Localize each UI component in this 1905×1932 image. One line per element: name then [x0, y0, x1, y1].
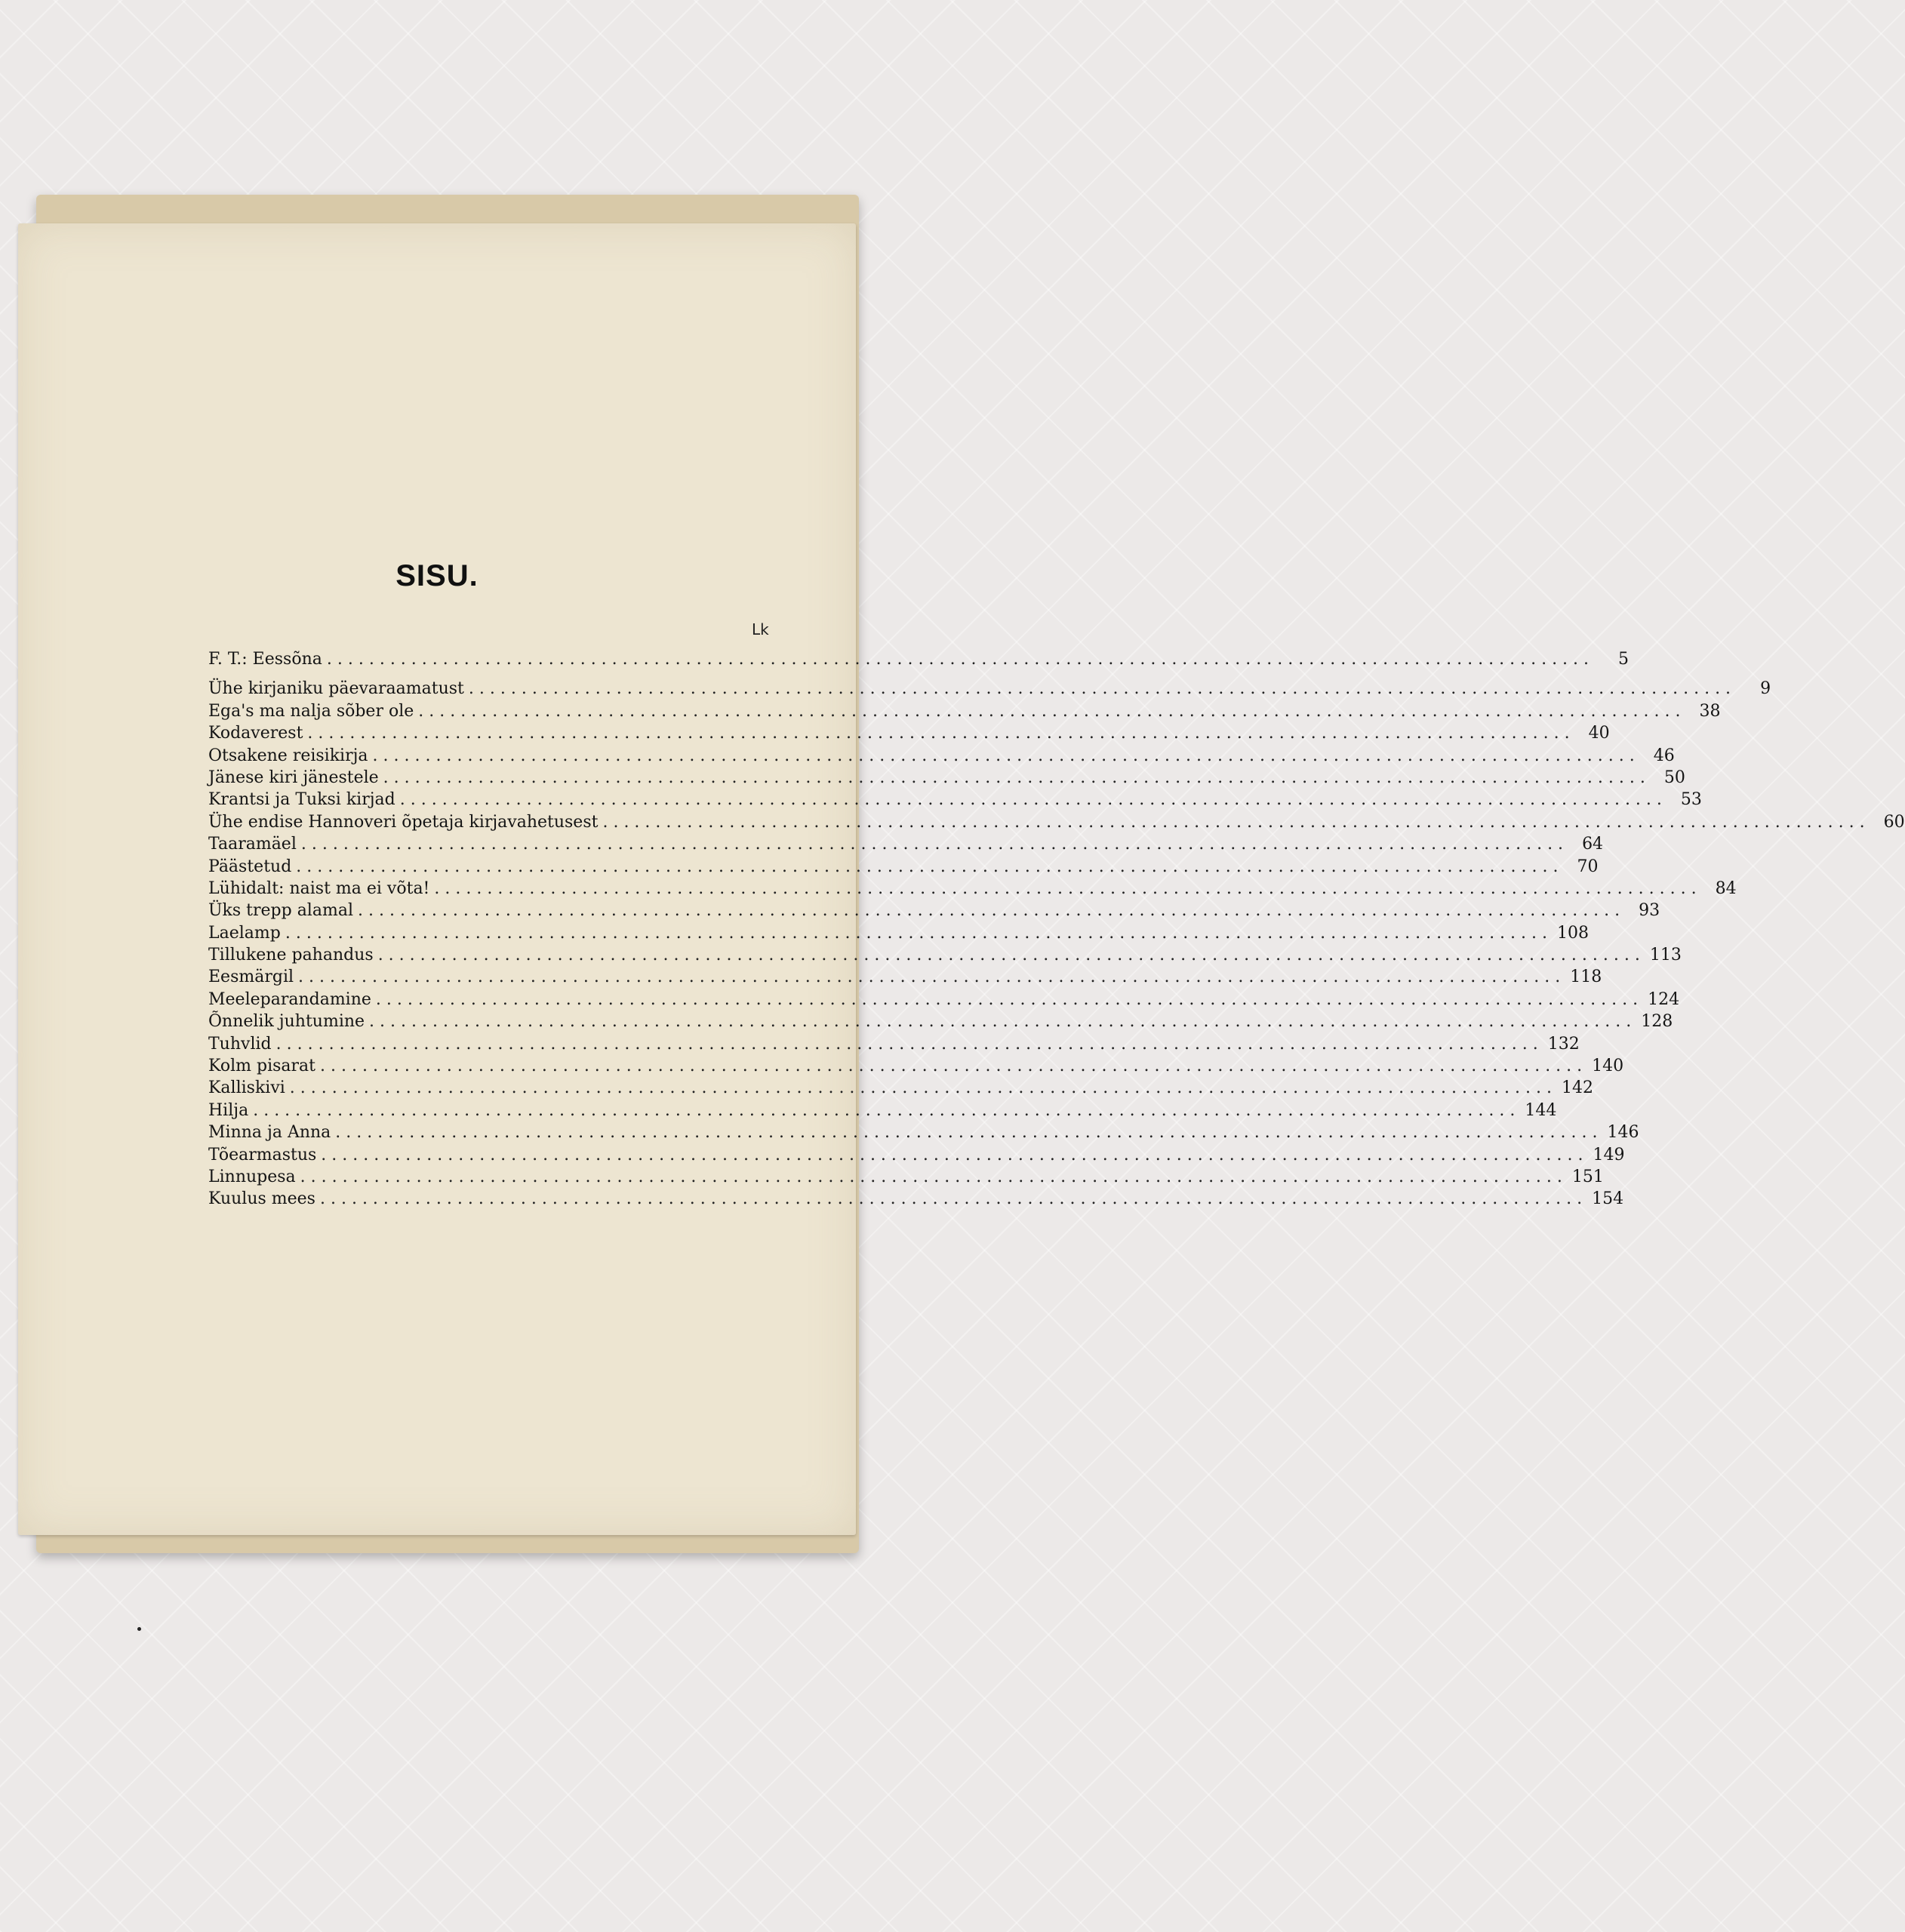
toc-entry-page: 60	[1883, 812, 1905, 832]
toc-dot-leader: ........................................................................................................................	[275, 1034, 1543, 1054]
toc-entry-title: Lühidalt: naist ma ei võta!	[208, 878, 430, 898]
toc-dot-leader: ........................................................................................................................	[602, 812, 1870, 832]
toc-entry	[208, 1189, 1624, 1211]
toc-dot-leader: ........................................................................................................................	[468, 679, 1737, 699]
toc-entry-page: 53	[1680, 790, 1702, 810]
toc-dot-leader: ........................................................................................................................	[296, 857, 1564, 876]
toc-entry-page: 128	[1641, 1012, 1673, 1032]
toc-dot-leader: ........................................................................................................................	[383, 768, 1651, 787]
toc-dot-leader: ........................................................................................................................	[321, 1145, 1589, 1164]
toc-dot-leader: ........................................................................................................................	[289, 1078, 1557, 1098]
toc-dot-leader: ........................................................................................................................	[434, 878, 1702, 898]
toc-dot-leader: ........................................................................................................................	[298, 968, 1566, 987]
toc-entry	[208, 1057, 1624, 1078]
toc-entry	[208, 1012, 1673, 1034]
toc-entry-title: Tõearmastus	[208, 1145, 317, 1164]
toc-entry	[208, 901, 1660, 923]
toc-entry	[208, 968, 1602, 989]
toc-dot-leader: ........................................................................................................................	[253, 1100, 1521, 1120]
toc-entry-page: 142	[1561, 1078, 1593, 1098]
toc-entry	[208, 989, 1680, 1012]
toc-entry-page: 50	[1663, 768, 1685, 787]
toc-entry-title: Eesmärgil	[208, 968, 294, 987]
toc-entry-title: Meeleparandamine	[208, 989, 371, 1009]
toc-dot-leader: ........................................................................................................................	[300, 835, 1569, 854]
toc-entry-page: 84	[1715, 878, 1737, 898]
toc-entry-title: Hilja	[208, 1100, 249, 1120]
toc-entry-title: Kalliskivi	[208, 1078, 285, 1098]
toc-dot-leader: ........................................................................................................................	[285, 923, 1553, 943]
toc-dot-leader: ........................................................................................................................	[372, 746, 1640, 765]
toc-entry-title: Kodaverest	[208, 724, 303, 743]
toc-entry-page: 64	[1582, 835, 1604, 854]
toc-dot-leader: ........................................................................................................................	[326, 650, 1595, 669]
toc-entry-page: 144	[1525, 1100, 1557, 1120]
toc-dot-leader: ........................................................................................................................	[319, 1057, 1588, 1076]
toc-entry	[208, 946, 1682, 968]
toc-dot-leader: ........................................................................................................................	[300, 1167, 1568, 1186]
toc-entry-page: 118	[1570, 968, 1602, 987]
toc-entry-page: 124	[1648, 989, 1680, 1009]
toc-entry-page: 132	[1547, 1034, 1580, 1054]
toc-entry-title: Ühe endise Hannoveri õpetaja kirjavahetusest	[208, 812, 599, 832]
toc-entry	[208, 1167, 1604, 1189]
toc-entry-title: Ühe kirjaniku päevaraamatust	[208, 679, 464, 699]
toc-dot-leader: ........................................................................................................................	[335, 1123, 1603, 1143]
toc-dot-leader: ........................................................................................................................	[357, 901, 1626, 921]
toc-entry	[208, 923, 1590, 946]
ink-dot	[137, 1627, 141, 1631]
toc-dot-leader: ........................................................................................................................	[375, 989, 1644, 1009]
toc-entry	[208, 1078, 1593, 1100]
toc-dot-leader: ........................................................................................................................	[307, 724, 1575, 743]
toc-entry-title: Jänese kiri jänestele	[208, 768, 379, 787]
toc-entry-page: 108	[1557, 923, 1590, 943]
toc-entry-title: Taaramäel	[208, 835, 297, 854]
toc-entry	[208, 650, 1630, 672]
toc-entry-page: 93	[1639, 901, 1660, 921]
toc-entry-title: F. T.: Eessõna	[208, 650, 322, 669]
toc-entry-title: Laelamp	[208, 923, 281, 943]
toc-entry	[208, 701, 1721, 724]
toc-entry-page: 113	[1649, 946, 1682, 965]
page-column-label: Lk	[752, 620, 769, 638]
toc-entry-title: Päästetud	[208, 857, 292, 876]
toc-dot-leader: ........................................................................................................................	[377, 946, 1645, 965]
toc-entry-title: Tillukene pahandus	[208, 946, 374, 965]
toc-entry-page: 40	[1588, 724, 1610, 743]
toc-entry-page: 5	[1618, 650, 1630, 669]
toc-entry-title: Minna ja Anna	[208, 1123, 331, 1143]
toc-entry	[208, 812, 1905, 835]
toc-entry	[208, 1145, 1625, 1168]
toc-entry	[208, 1123, 1639, 1145]
toc-entry-page: 38	[1699, 701, 1721, 721]
toc-entry-title: Õnnelik juhtumine	[208, 1012, 365, 1032]
table-of-contents	[208, 650, 1905, 1212]
toc-dot-leader: ........................................................................................................................	[399, 790, 1667, 810]
toc-entry	[208, 746, 1675, 768]
toc-entry-title: Krantsi ja Tuksi kirjad	[208, 790, 395, 810]
toc-entry-title: Üks trepp alamal	[208, 901, 353, 921]
toc-entry-page: 146	[1607, 1123, 1639, 1143]
toc-entry-title: Kolm pisarat	[208, 1057, 315, 1076]
toc-entry-title: Linnupesa	[208, 1167, 296, 1186]
toc-entry-title: Kuulus mees	[208, 1189, 315, 1209]
toc-entry	[208, 857, 1599, 879]
toc-entry-page: 70	[1577, 857, 1599, 876]
toc-entry-title: Ega's ma nalja sõber ole	[208, 701, 414, 721]
toc-dot-leader: ........................................................................................................................	[418, 701, 1686, 721]
toc-entry	[208, 835, 1604, 857]
toc-entry	[208, 790, 1702, 812]
toc-entry-page: 151	[1571, 1167, 1604, 1186]
book-page	[18, 223, 1905, 1535]
toc-entry-page: 154	[1592, 1189, 1624, 1209]
toc-entry	[208, 724, 1610, 746]
toc-entry	[208, 1100, 1557, 1123]
toc-dot-leader: ........................................................................................................................	[319, 1189, 1588, 1209]
toc-entry	[208, 768, 1685, 790]
toc-entry	[208, 878, 1737, 901]
toc-entry	[208, 679, 1771, 701]
toc-entry	[208, 1034, 1580, 1057]
toc-entry-page: 140	[1592, 1057, 1624, 1076]
page-title: SISU.	[395, 559, 479, 592]
toc-entry-title: Tuhvlid	[208, 1034, 272, 1054]
toc-entry-page: 149	[1593, 1145, 1625, 1164]
toc-entry-page: 9	[1760, 679, 1771, 699]
toc-entry-title: Otsakene reisikirja	[208, 746, 368, 765]
toc-dot-leader: ........................................................................................................................	[369, 1012, 1637, 1032]
toc-entry-page: 46	[1653, 746, 1675, 765]
